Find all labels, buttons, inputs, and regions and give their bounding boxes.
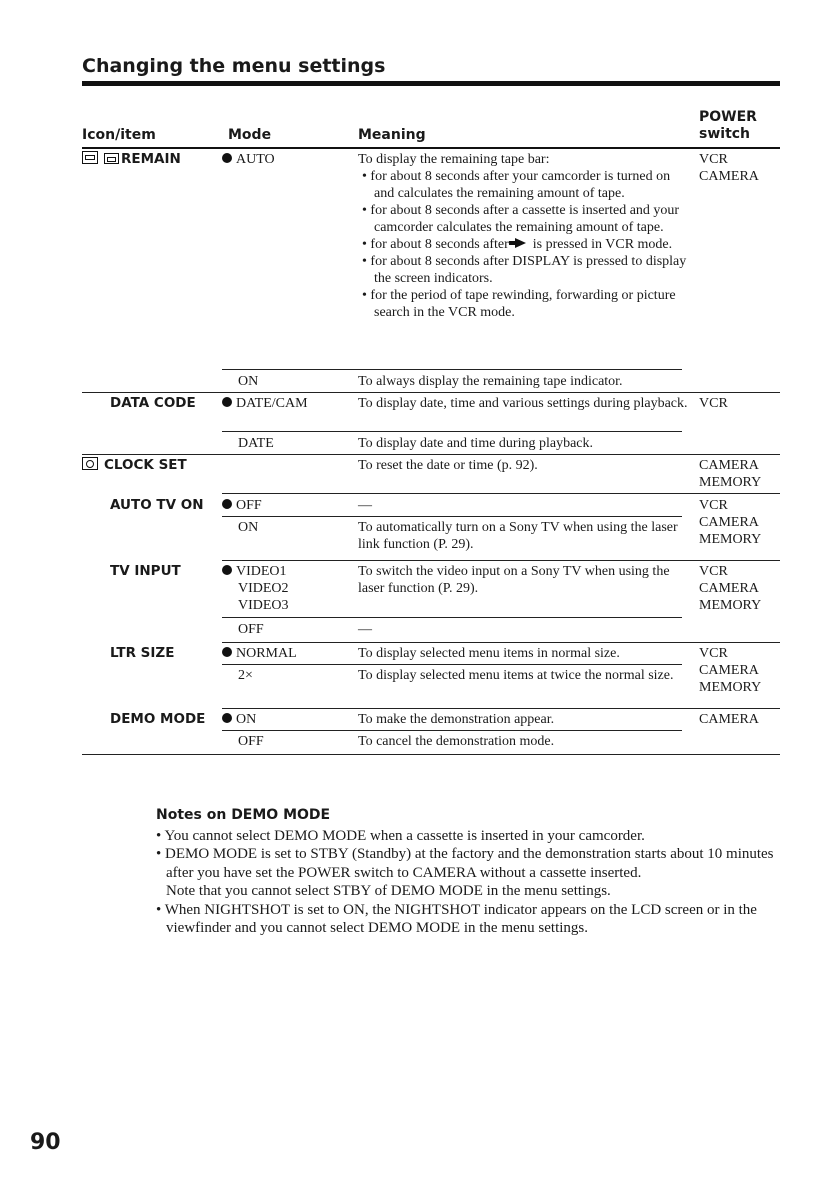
mode-label: VIDEO3 [238,598,289,613]
mode-tv-input-off: OFF [238,622,264,637]
meaning-bullet: • for about 8 seconds after DISPLAY is pressed to display the screen indicators. [362,254,687,286]
header-power-line2: switch [699,126,751,142]
menu-settings-table [82,105,780,755]
mode-remain-on: ON [238,374,259,389]
row-divider [222,617,682,618]
mode-ltr-size-2: 2× [238,668,253,683]
power-value: CAMERA [699,169,759,184]
row-divider [222,431,682,432]
table-row-remain [82,149,780,371]
table-row-data-code-date [82,433,780,455]
table-row-demo-mode [82,709,780,731]
meaning-bullet-suffix: is pressed in VCR mode. [532,237,673,252]
header-power-switch [699,109,757,143]
item-data-code: DATA CODE [110,395,196,411]
meaning-bullet: • for the period of tape rewinding, forwarding or picture search in the VCR mode. [362,288,676,320]
table-bottom-rule [82,754,780,755]
power-value: VCR [699,564,728,579]
power-value: MEMORY [699,475,762,490]
meaning-bullet [362,236,688,253]
note-item: • When NIGHTSHOT is set to ON, the NIGHTSHOT indicator appears on the LCD screen or in the viewfinder and you cannot select DEMO MODE in the menu settings. [156,901,757,936]
power-demo-mode: CAMERA [699,712,759,727]
header-mode: Mode [228,127,272,143]
table-row-clock-set [82,455,780,495]
mode-label: VIDEO2 [238,581,289,596]
power-value: VCR [699,498,728,513]
mode-label: AUTO [236,152,275,167]
notes-section [156,806,796,938]
meaning-bullet-text: • for about 8 seconds after [362,237,509,252]
item-remain [82,151,181,168]
meaning-data-code-2: To display date and time during playback. [358,436,594,451]
meaning-auto-tv-on-1: — [358,498,372,513]
power-remain [699,151,789,185]
row-divider [222,369,682,370]
item-tv-input: TV INPUT [110,563,181,579]
mode-data-code-2: DATE [238,436,274,451]
power-value: CAMERA [699,515,759,530]
note-continuation: Note that you cannot select STBY of DEMO MODE in the menu settings. [166,883,611,899]
table-row-ltr-size-2 [82,665,780,709]
power-value: VCR [699,646,728,661]
header-meaning: Meaning [358,127,426,143]
meaning-ltr-size-1: To display selected menu items in normal size. [358,646,620,661]
mode-label: OFF [236,498,262,513]
mode-auto-tv-on-1 [222,497,352,514]
power-value: CAMERA [699,581,759,596]
meaning-tv-input-1: To switch the video input on a Sony TV when using the laser function (P. 29). [358,564,670,596]
power-tv-input [699,563,789,614]
default-bullet-icon [222,499,232,509]
mode-demo-mode-2: OFF [238,734,264,749]
table-row-data-code [82,393,780,433]
item-clock-set [82,457,187,474]
row-divider [222,493,780,494]
title-rule [82,81,780,86]
meaning-ltr-size-2: To display selected menu items at twice the normal size. [358,668,674,683]
default-bullet-icon [222,647,232,657]
tape-remain-inline-icon [104,153,119,164]
mode-label: NORMAL [236,646,297,661]
mode-remain-auto [222,151,352,168]
page-title: Changing the menu settings [82,55,386,77]
power-value: MEMORY [699,598,762,613]
table-row-tv-input-off [82,619,780,643]
power-value: CAMERA [699,458,759,473]
power-value: VCR [699,152,728,167]
notes-heading: Notes on DEMO MODE [156,807,331,823]
mode-demo-mode-1 [222,711,352,728]
tape-remain-icon [82,151,98,164]
meaning-bullet: • for about 8 seconds after a cassette is inserted and your camcorder calculates the remaining amount of tape. [362,203,680,235]
power-value: MEMORY [699,680,762,695]
play-icon [515,238,526,248]
page-number: 90 [30,1130,61,1155]
power-value: CAMERA [699,663,759,678]
clock-set-icon [82,457,98,470]
item-auto-tv-on: AUTO TV ON [110,497,204,513]
meaning-remain-on: To always display the remaining tape indicator. [358,374,623,389]
power-value: MEMORY [699,532,762,547]
mode-tv-input-videos [222,563,352,614]
default-bullet-icon [222,153,232,163]
meaning-data-code-1: To display date, time and various settings during playback. [358,396,688,411]
meaning-demo-mode-1: To make the demonstration appear. [358,712,555,727]
table-header [82,105,780,147]
mode-auto-tv-on-2: ON [238,520,259,535]
meaning-demo-mode-2: To cancel the demonstration mode. [358,734,555,749]
default-bullet-icon [222,565,232,575]
header-power-line1: POWER [699,109,757,125]
mode-data-code-1 [222,395,352,412]
mode-label: DATE/CAM [236,396,308,411]
mode-label: VIDEO1 [236,564,287,579]
power-data-code: VCR [699,396,728,411]
table-row-remain-on [82,371,780,393]
meaning-tv-input-off: — [358,622,372,637]
note-item: • You cannot select DEMO MODE when a cassette is inserted in your camcorder. [156,827,645,844]
power-clock-set [699,457,789,491]
table-row-demo-mode-off [82,731,780,755]
table-row-auto-tv-on-2 [82,517,780,561]
default-bullet-icon [222,397,232,407]
header-item: Icon/item [82,127,156,143]
mode-ltr-size-1 [222,645,352,662]
default-bullet-icon [222,713,232,723]
meaning-auto-tv-on-2: To automatically turn on a Sony TV when using the laser link function (P. 29). [358,520,678,552]
meaning-bullet: • for about 8 seconds after your camcorder is turned on and calculates the remaining amount of tape. [362,169,671,201]
item-demo-mode: DEMO MODE [110,711,206,727]
mode-label: ON [236,712,257,727]
meaning-clock-set: To reset the date or time (p. 92). [358,458,538,473]
item-remain-label: REMAIN [121,151,181,167]
item-ltr-size: LTR SIZE [110,645,175,661]
table-row-tv-input [82,561,780,619]
note-item: • DEMO MODE is set to STBY (Standby) at the factory and the demonstration starts about 10 minutes after you have set the POWER switch to CAMERA without a cassette inserted. [156,846,774,881]
meaning-line: To display the remaining tape bar: [358,152,550,167]
item-clock-set-label: CLOCK SET [104,457,187,473]
meaning-remain-auto [358,151,688,321]
